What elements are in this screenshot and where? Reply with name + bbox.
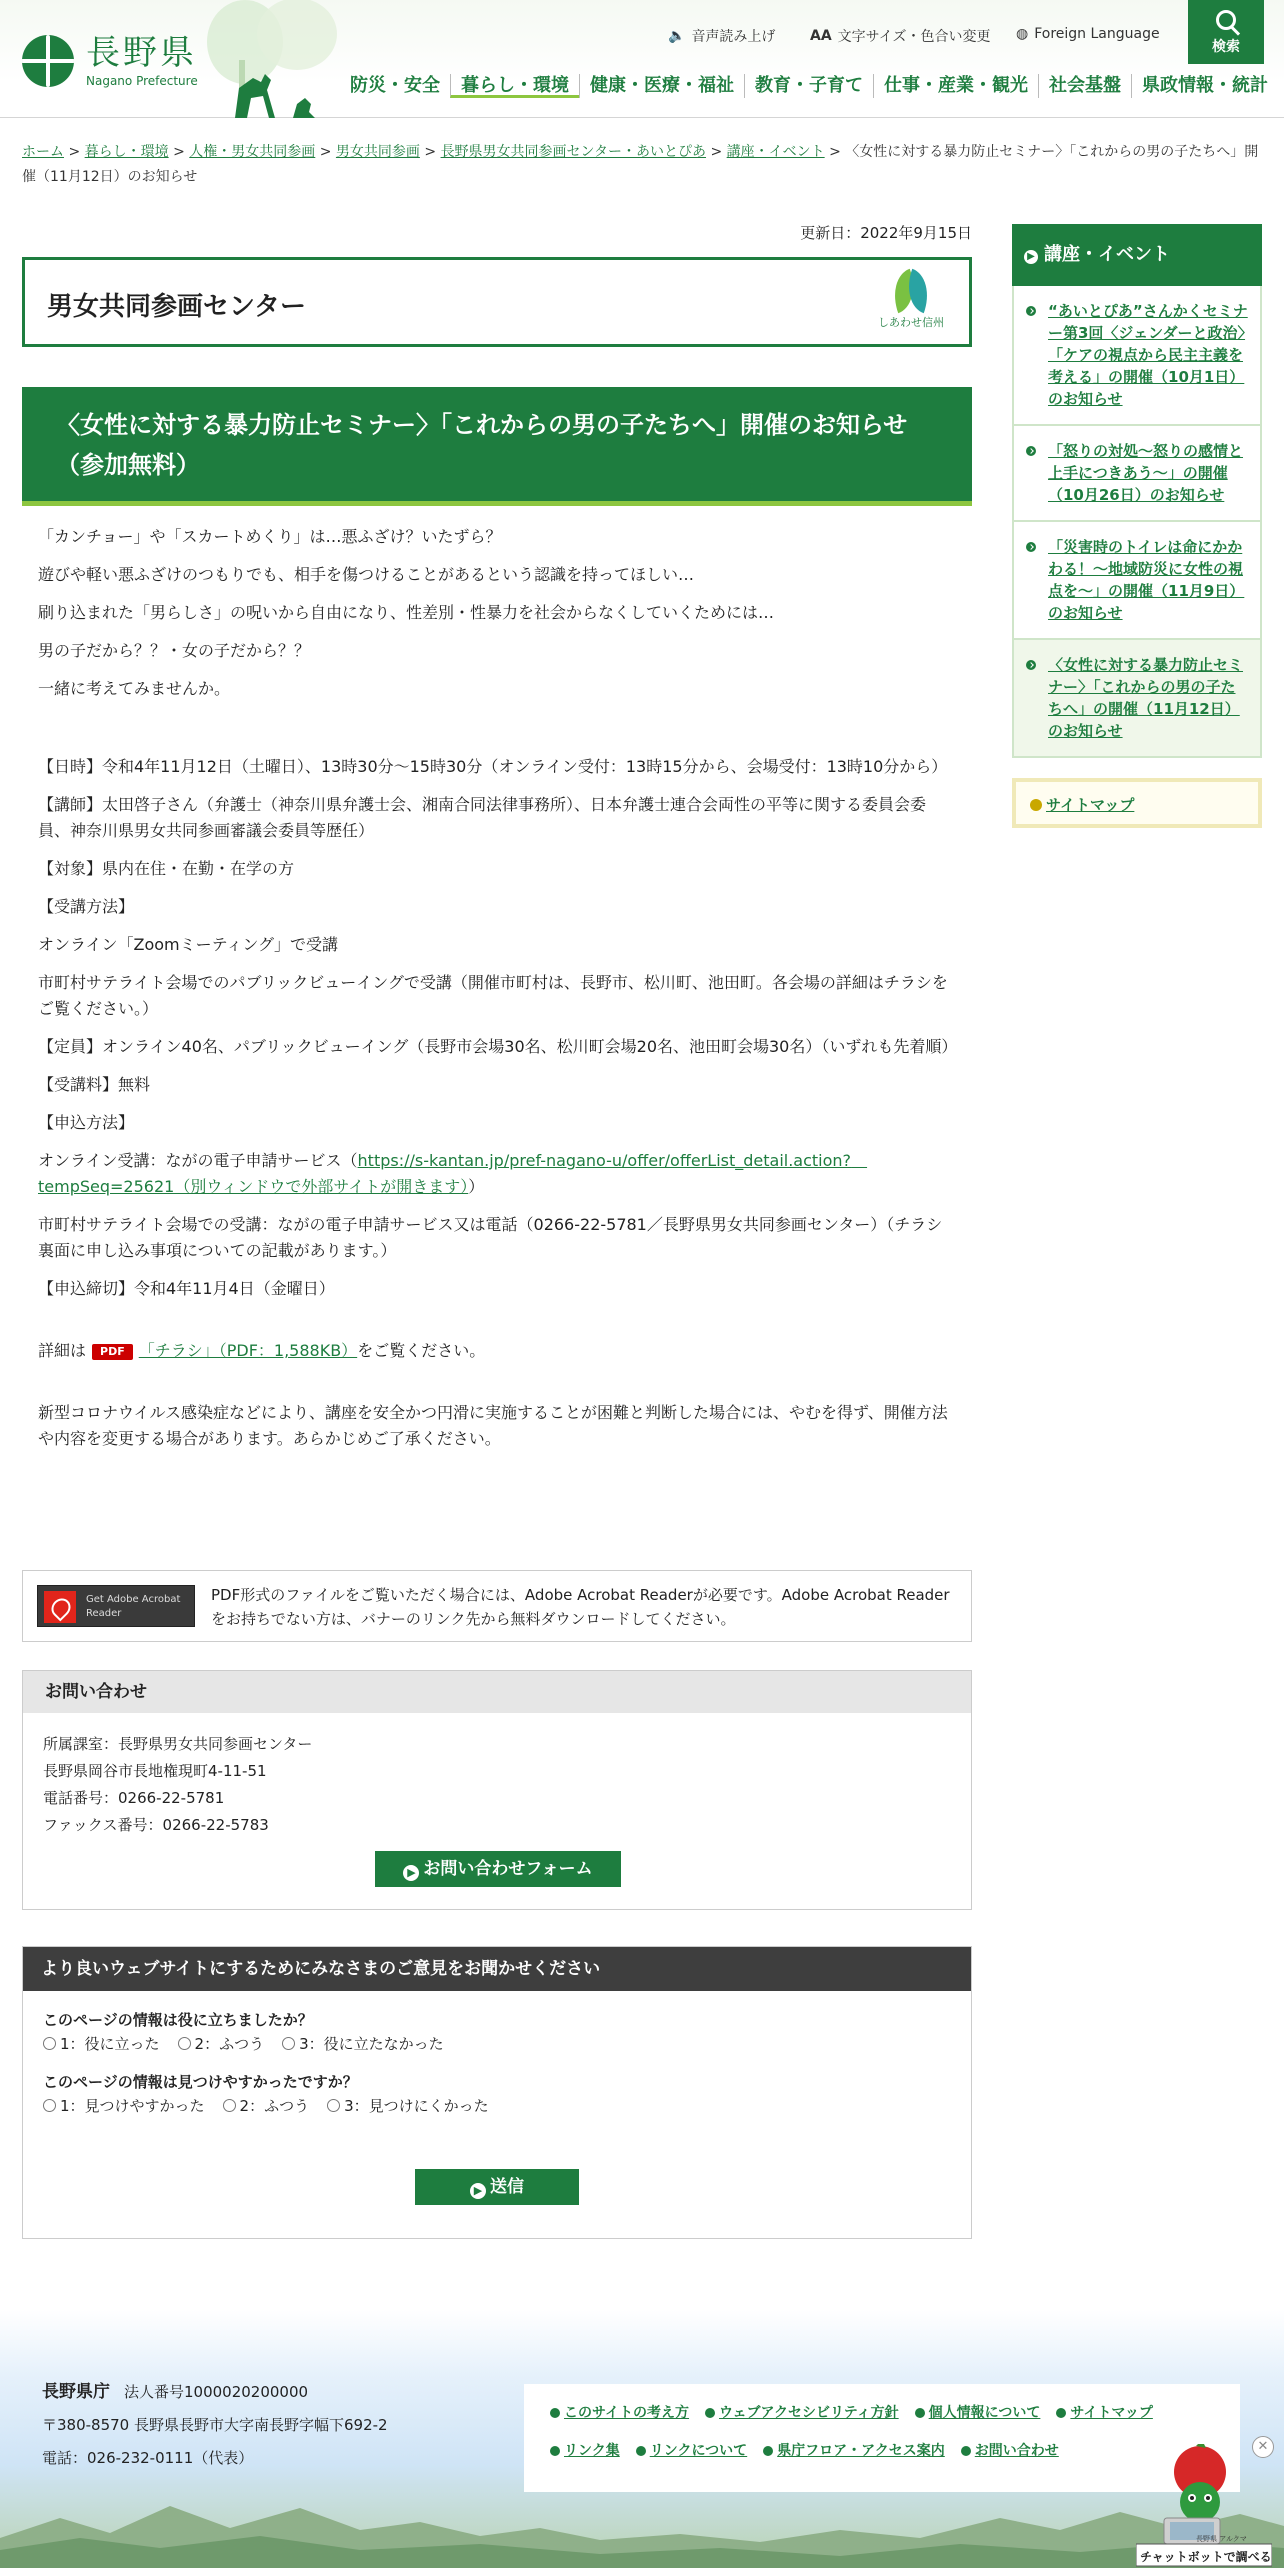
nav-living-environment[interactable]: 暮らし・環境: [450, 74, 579, 98]
chatbot-small-label: 長野県 アルクマ: [1196, 2535, 1247, 2543]
event-lecturer: 【講師】太田啓子さん（弁護士（神奈川県弁護士会、湘南合同法律事務所）、日本弁護士連合会両性の平等に関する委員会委員、神奈川県男女共同参画審議会委員等歴任）: [38, 795, 927, 840]
detail-pre: 詳細は: [38, 1341, 87, 1360]
q2-option-normal[interactable]: [223, 2095, 310, 2116]
contact-heading: お問い合わせ: [23, 1671, 971, 1713]
method-venue: 市町村サテライト会場でのパブリックビューイングで受講（開催市町村は、長野市、松川町、池田町。各会場の詳細はチラシをご覧ください。）: [38, 973, 948, 1018]
main-content: [22, 222, 972, 2197]
sitemap-label: サイトマップ: [1046, 796, 1135, 814]
survey-q1: このページの情報は役に立ちましたか？: [43, 2011, 313, 2029]
acrobat-icon: [44, 1591, 76, 1623]
chatbot-close-icon[interactable]: ✕: [1252, 2436, 1274, 2458]
event-capacity: 【定員】オンライン40名、パブリックビューイング（長野市会場30名、松川町会場20名、池田町会場30名）（いずれも先着順）: [38, 1037, 958, 1056]
footer-phone: 電話：026-232-0111（代表）: [42, 2449, 254, 2467]
font-color-link[interactable]: [810, 26, 991, 46]
radio-icon[interactable]: [43, 2037, 56, 2050]
nav-education-childcare[interactable]: 教育・子育て: [744, 74, 873, 98]
survey-submit-button[interactable]: [415, 2169, 579, 2205]
survey-q2-options: [43, 2095, 507, 2116]
logo-title: 長野県: [86, 33, 197, 73]
footer-links: [524, 2384, 1240, 2492]
font-color-label: 文字サイズ・色合い変更: [837, 29, 991, 45]
nav-health-welfare[interactable]: 健康・医療・福祉: [579, 74, 744, 98]
radio-icon[interactable]: [327, 2099, 340, 2112]
breadcrumb-sep: >: [710, 144, 723, 160]
page-title: 〈女性に対する暴力防止セミナー〉「これからの男の子たちへ」開催のお知らせ（参加無料）: [22, 387, 972, 506]
pdf-icon: PDF: [92, 1344, 133, 1360]
contact-fax: ファックス番号：0266-22-5783: [43, 1816, 269, 1834]
department-box: [22, 257, 972, 347]
q2-option-easy[interactable]: [43, 2095, 205, 2116]
apply-deadline: 【申込締切】令和4年11月4日（金曜日）: [38, 1279, 335, 1298]
breadcrumb-sep: >: [319, 144, 332, 160]
sidebar-item-violence-nov12[interactable]: 〈女性に対する暴力防止セミナー〉「これからの男の子たちへ」の開催（11月12日）のお知らせ: [1014, 638, 1260, 756]
event-target: 【対象】県内在住・在勤・在学の方: [38, 859, 295, 878]
intro-line: 遊びや軽い悪ふざけのつもりでも、相手を傷つけることがあるという認識を持ってほしい…: [38, 565, 695, 584]
method-online: オンライン「Zoomミーティング」で受講: [38, 935, 339, 954]
leaf-logo-icon: [889, 270, 933, 314]
contact-form-label: お問い合わせフォーム: [423, 1859, 593, 1879]
survey-form: [22, 1946, 972, 2239]
footer-link-contact[interactable]: お問い合わせ: [961, 2440, 1059, 2460]
breadcrumb-center[interactable]: 長野県男女共同参画センター・あいとぴあ: [440, 144, 707, 160]
contact-form-button[interactable]: [375, 1851, 621, 1887]
event-fee: 【受講料】無料: [38, 1075, 151, 1094]
foreign-language-link[interactable]: [1016, 26, 1160, 42]
sidebar-heading-label: 講座・イベント: [1044, 244, 1170, 265]
site-header: [0, 0, 1284, 118]
bullet-icon: [1030, 799, 1042, 811]
survey-heading: より良いウェブサイトにするためにみなさまのご意見をお聞かせください: [23, 1947, 971, 1991]
footer-info: [42, 2376, 388, 2475]
q2-option-hard[interactable]: [327, 2095, 489, 2116]
footer-link-about-links[interactable]: リンクについて: [636, 2440, 747, 2460]
site-logo[interactable]: [22, 34, 198, 88]
nav-prefectural-info[interactable]: 県政情報・統計: [1131, 74, 1278, 98]
intro-line: 「カンチョー」や「スカートめくり」は…悪ふざけ？いたずら？: [38, 527, 502, 546]
chatbot-label: チャットボットで調べる: [1140, 2550, 1272, 2564]
footer-corp-no: 法人番号1000020200000: [124, 2383, 309, 2401]
covid-notice: 新型コロナウイルス感染症などにより、講座を安全かつ円滑に実施することが困難と判断した場合には、やむを得ず、開催方法や内容を変更する場合があります。あらかじめご了承ください。: [38, 1403, 948, 1448]
sidebar-item-anger-oct26[interactable]: 「怒りの対処～怒りの感情と上手につきあう～」の開催（10月26日）のお知らせ: [1014, 424, 1260, 520]
nav-infrastructure[interactable]: 社会基盤: [1038, 74, 1131, 98]
search-icon: [1216, 10, 1236, 30]
footer-link-privacy[interactable]: 個人情報について: [915, 2402, 1041, 2422]
radio-icon[interactable]: [223, 2099, 236, 2112]
sidebar-item-disaster-nov9[interactable]: 「災害時のトイレは命にかかわる！～地域防災に女性の視点を～」の開催（11月9日）のお知らせ: [1014, 520, 1260, 638]
nav-work-industry-tourism[interactable]: 仕事・産業・観光: [873, 74, 1038, 98]
voice-reader-link[interactable]: [668, 26, 775, 46]
breadcrumb: [22, 140, 1262, 190]
intro-line: 男の子だから？？・女の子だから？？: [38, 641, 311, 660]
font-size-icon: AA: [810, 28, 832, 44]
chatbot-button[interactable]: [1136, 2444, 1272, 2568]
footer-link-sitemap[interactable]: サイトマップ: [1056, 2402, 1152, 2422]
shiawase-shinshu-badge: [873, 270, 949, 336]
footer-link-links[interactable]: リンク集: [550, 2440, 620, 2460]
breadcrumb-sep: >: [424, 144, 437, 160]
method-heading: 【受講方法】: [38, 897, 135, 916]
detail-post: をご覧ください。: [357, 1341, 486, 1360]
contact-box: [22, 1670, 972, 1910]
survey-submit-label: 送信: [490, 2177, 524, 2197]
nav-disaster-safety[interactable]: 防災・安全: [350, 75, 440, 96]
q1-option-normal[interactable]: [178, 2033, 265, 2054]
article-body: [22, 506, 972, 1452]
event-date: 【日時】令和4年11月12日（土曜日）、13時30分～15時30分（オンライン受付：13時15分から、会場受付：13時10分から）: [38, 757, 948, 776]
flyer-pdf-link[interactable]: 「チラシ」（PDF：1,588KB）: [138, 1341, 358, 1360]
sidebar: [1012, 224, 1262, 828]
prefecture-emblem-icon: [22, 35, 74, 87]
contact-phone: 電話番号：0266-22-5781: [43, 1789, 225, 1807]
breadcrumb-human-rights[interactable]: 人権・男女共同参画: [189, 144, 316, 160]
site-footer: [0, 2310, 1284, 2568]
breadcrumb-sep: >: [829, 144, 841, 160]
global-nav: [340, 74, 1278, 98]
q1-option-not-useful[interactable]: [282, 2033, 444, 2054]
sidebar-sitemap-link[interactable]: [1012, 778, 1262, 828]
search-label: 検索: [1212, 39, 1240, 55]
apply-heading: 【申込方法】: [38, 1113, 135, 1132]
department-name: 男女共同参画センター: [47, 292, 306, 322]
breadcrumb-gender-equality[interactable]: 男女共同参画: [335, 144, 420, 160]
breadcrumb-sep: >: [173, 144, 185, 160]
logo-subtitle: Nagano Prefecture: [86, 74, 198, 88]
header-deco-illustration: [205, 0, 340, 118]
contact-address: 長野県岡谷市長地権現町4-11-51: [43, 1762, 267, 1780]
breadcrumb-home[interactable]: ホーム: [22, 144, 64, 160]
q2-option-label: 1：見つけやすかった: [60, 2097, 205, 2115]
radio-icon[interactable]: [43, 2099, 56, 2112]
footer-address: 〒380-8570 長野県長野市大字南長野字幅下692-2: [42, 2416, 388, 2434]
sidebar-list: [1012, 286, 1262, 758]
voice-reader-label: 音声読み上げ: [691, 29, 776, 45]
survey-q2: このページの情報は見つけやすかったですか？: [43, 2073, 358, 2091]
sidebar-item-seminar-oct1[interactable]: “あいとぴあ”さんかくセミナー第3回〈ジェンダーと政治〉「ケアの視点から民主主義を考える」の開催（10月1日）のお知らせ: [1014, 286, 1260, 424]
breadcrumb-living[interactable]: 暮らし・環境: [84, 144, 169, 160]
contact-department: 所属課室：長野県男女共同参画センター: [43, 1735, 313, 1753]
foreign-language-label: Foreign Language: [1034, 26, 1160, 42]
speaker-icon: 🔈: [668, 28, 686, 44]
intro-line: 刷り込まれた「男らしさ」の呪いから自由になり、性差別・性暴力を社会からなくしていくためには…: [38, 603, 775, 622]
q2-option-label: 2：ふつう: [239, 2097, 310, 2115]
apply-online-post: ）: [468, 1177, 485, 1196]
apply-online-pre: オンライン受講：ながの電子申請サービス（: [38, 1151, 358, 1170]
globe-icon: ◍: [1016, 26, 1029, 42]
acrobat-text: PDF形式のファイルをご覧いただく場合には、Adobe Acrobat Readerが必要です。Adobe Acrobat Readerをお持ちでない方は、バナーのリンク先から無料ダウンロードしてください。: [211, 1586, 950, 1628]
footer-link-accessibility[interactable]: ウェブアクセシビリティ方針: [705, 2402, 899, 2422]
footer-link-policy[interactable]: このサイトの考え方: [550, 2402, 689, 2422]
acrobat-banner-text: Get Adobe Acrobat Reader: [86, 1594, 181, 1619]
q1-option-useful[interactable]: [43, 2033, 160, 2054]
footer-link-access[interactable]: 県庁フロア・アクセス案内: [763, 2440, 945, 2460]
intro-line: 一緒に考えてみませんか。: [38, 679, 231, 698]
updated-date: 更新日：2022年9月15日: [800, 224, 972, 242]
get-acrobat-banner[interactable]: [37, 1585, 195, 1627]
sidebar-heading: [1012, 224, 1262, 286]
arrow-right-icon: ▶: [1024, 250, 1038, 264]
search-button[interactable]: [1188, 0, 1264, 64]
detail-line: [38, 1338, 956, 1364]
apply-venue: 市町村サテライト会場での受講：ながの電子申請サービス又は電話（0266-22-5781／長野県男女共同参画センター）（チラシ裏面に申し込み事項についての記載があります。）: [38, 1215, 943, 1260]
q1-option-label: 2：ふつう: [194, 2035, 265, 2053]
apply-online: [38, 1148, 956, 1200]
radio-icon[interactable]: [178, 2037, 191, 2050]
q2-option-label: 3：見つけにくかった: [344, 2097, 489, 2115]
e-application-link[interactable]: https://s-kantan.jp/pref-nagano-u/offer/offerList_detail.action? tempSeq=25621（別ウィンドウで外部サイトが開きます）: [38, 1151, 868, 1196]
breadcrumb-events[interactable]: 講座・イベント: [726, 144, 825, 160]
q1-option-label: 3：役に立たなかった: [299, 2035, 444, 2053]
arrow-right-icon: ▶: [470, 2183, 486, 2199]
arrow-right-icon: ▶: [403, 1865, 419, 1881]
q1-option-label: 1：役に立った: [60, 2035, 160, 2053]
radio-icon[interactable]: [282, 2037, 295, 2050]
breadcrumb-sep: >: [68, 144, 81, 160]
acrobat-notice: [22, 1570, 972, 1642]
badge-text: しあわせ信州: [878, 316, 944, 329]
survey-q1-options: [43, 2033, 462, 2054]
footer-org: 長野県庁: [42, 2382, 110, 2402]
breadcrumb-current: 〈女性に対する暴力防止セミナー〉「これからの男の子たちへ」開催（11月12日）のお知らせ: [22, 144, 1259, 185]
